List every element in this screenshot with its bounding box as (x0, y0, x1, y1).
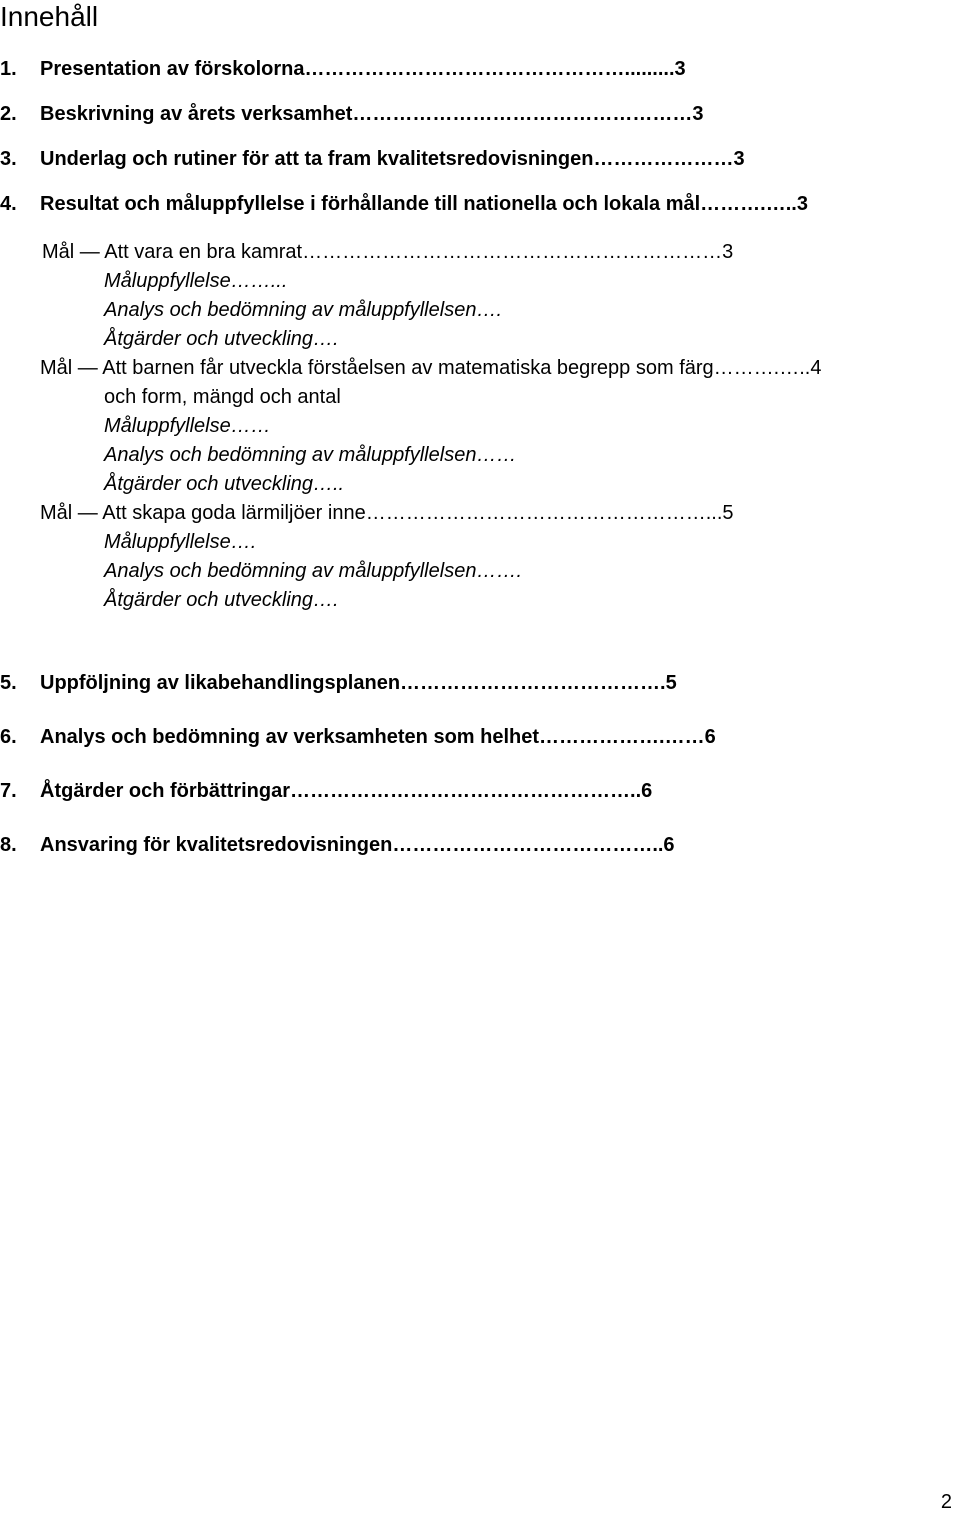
toc-entry-4: Resultat och måluppfyllelse i förhållande till nationella och lokala mål……….…..3 (40, 193, 808, 215)
toc-number-1: 1. (0, 58, 17, 80)
page-title: Innehåll (0, 1, 99, 32)
toc-entry-6: Analys och bedömning av verksamheten som helhet……………….……6 (40, 726, 716, 748)
goal-3-subitem-1: Måluppfyllelse…. (104, 531, 257, 553)
toc-entry-3: Underlag och rutiner för att ta fram kvalitetsredovisningen…………………3 (40, 148, 745, 170)
goal-2-subitem-2: Analys och bedömning av måluppfyllelsen…… (104, 444, 517, 466)
goal-heading-1: Mål — Att vara en bra kamrat………………………………………………………3 (42, 241, 734, 263)
page-number: 2 (940, 1491, 952, 1513)
goal-heading-3: Mål — Att skapa goda lärmiljöer inne……………………………………………...5 (40, 502, 734, 524)
goal-1-subitem-1: Måluppfyllelse……... (104, 270, 288, 292)
toc-entry-2: Beskrivning av årets verksamhet……………………………………………3 (40, 103, 704, 125)
toc-entry-8: Ansvaring för kvalitetsredovisningen…………………………………..6 (40, 834, 675, 856)
goal-3-subitem-3: Åtgärder och utveckling…. (104, 589, 339, 611)
toc-number-6: 6. (0, 726, 17, 748)
toc-number-5: 5. (0, 672, 17, 694)
goal-3-subitem-2: Analys och bedömning av måluppfyllelsen……. (104, 560, 522, 582)
toc-number-3: 3. (0, 148, 17, 170)
goal-2-subitem-3: Åtgärder och utveckling….. (104, 473, 345, 495)
toc-number-4: 4. (0, 193, 17, 215)
toc-entry-1: Presentation av förskolorna………………………………………….........3 (40, 58, 686, 80)
goal-2-subitem-1: Måluppfyllelse…… (104, 415, 271, 437)
toc-number-8: 8. (0, 834, 17, 856)
goal-1-subitem-2: Analys och bedömning av måluppfyllelsen…. (104, 299, 502, 321)
goal-heading-2-continuation: och form, mängd och antal (104, 386, 341, 408)
goal-1-subitem-3: Åtgärder och utveckling…. (104, 328, 339, 350)
goal-heading-2: Mål — Att barnen får utveckla förståelsen av matematiska begrepp som färg……….…..4 (40, 357, 822, 379)
toc-entry-5: Uppföljning av likabehandlingsplanen………………………………….5 (40, 672, 677, 694)
toc-number-7: 7. (0, 780, 17, 802)
toc-number-2: 2. (0, 103, 17, 125)
toc-entry-7: Åtgärder och förbättringar……………………………………………..6 (40, 780, 653, 802)
